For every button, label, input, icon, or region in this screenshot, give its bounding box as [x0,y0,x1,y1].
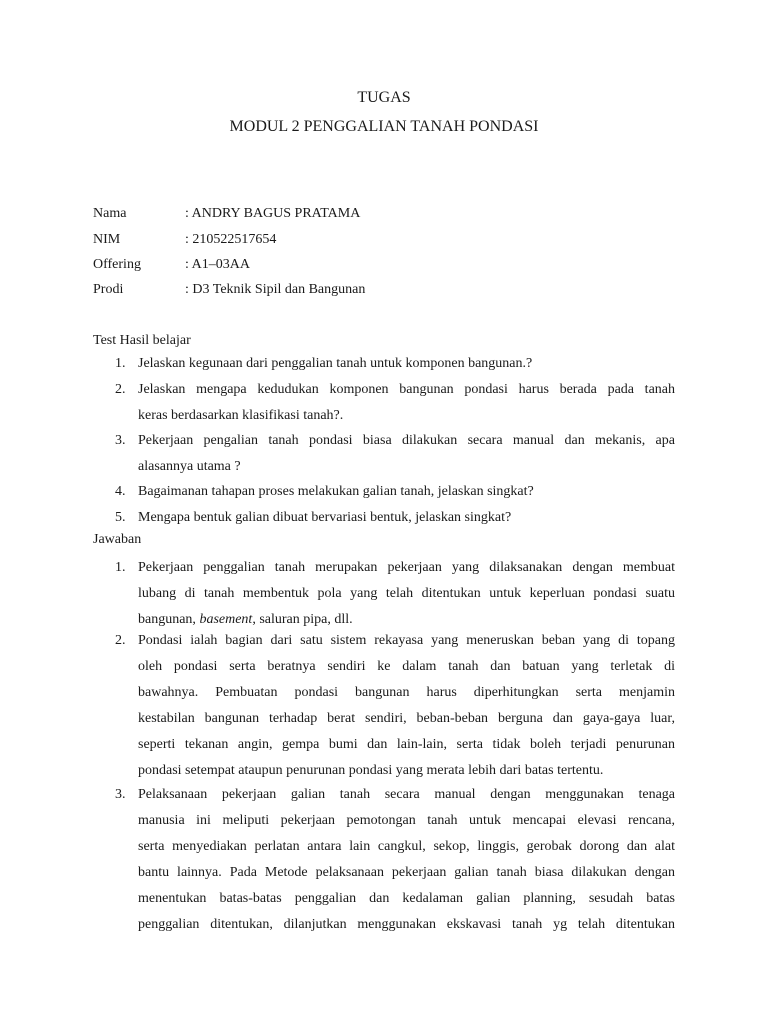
list-number: 1. [115,560,126,575]
answer-text: bangunan, [138,612,200,627]
list-number: 2. [115,382,126,397]
info-label: NIM [93,232,121,247]
question-line: keras berdasarkan klasifikasi tanah?. [138,408,344,423]
question-item-4 [93,479,675,505]
info-label: Prodi [93,282,124,297]
question-item-2 [93,377,675,429]
info-value: : D3 Teknik Sipil dan Bangunan [185,282,366,297]
document-subtitle: MODUL 2 PENGGALIAN TANAH PONDASI [229,118,539,135]
list-number: 5. [115,510,126,525]
info-value: : ANDRY BAGUS PRATAMA [185,206,361,221]
list-number: 4. [115,484,126,499]
list-number: 1. [115,356,126,371]
answer-line: bantu lainnya. Pada Metode pelaksanaan pekerjaan galian tanah biasa dilakukan dengan [138,865,675,880]
answer-line: Pondasi ialah bagian dari satu sistem rekayasa yang meneruskan beban yang di topang [138,633,675,648]
answer-line: Pelaksanaan pekerjaan galian tanah secara manual dengan menggunakan tenaga [138,787,675,802]
answer-line: manusia ini meliputi pekerjaan pemotongan tanah untuk mencapai elevasi rencana, [138,813,675,828]
list-number: 3. [115,787,126,802]
answer-line: bawahnya. Pembuatan pondasi bangunan harus diperhitungkan serta menjamin [138,685,675,700]
answer-text: , saluran pipa, dll. [252,612,353,627]
question-line: Pekerjaan pengalian tanah pondasi biasa dilakukan secara manual dan mekanis, apa [138,433,675,448]
question-line: Jelaskan kegunaan dari penggalian tanah untuk komponen bangunan.? [138,356,533,371]
question-item-5 [93,505,675,531]
question-item-1 [93,351,675,377]
answer-line: oleh pondasi serta beratnya sendiri ke dalam tanah dan batuan yang terletak di [138,659,675,674]
document-title: TUGAS [357,89,411,106]
question-line: Bagaimanan tahapan proses melakukan galian tanah, jelaskan singkat? [138,484,534,499]
list-number: 3. [115,433,126,448]
answer-line: lubang di tanah membentuk pola yang telah ditentukan untuk keperluan pondasi suatu [138,586,675,601]
answer-line: serta menyediakan perlatan antara lain cangkul, sekop, linggis, gerobak dorong dan alat [138,839,675,854]
question-line: Jelaskan mengapa kedudukan komponen bangunan pondasi harus berada pada tanah [138,382,675,397]
answer-line: menentukan batas-batas penggalian dan kedalaman galian planning, sesudah batas [138,891,675,906]
question-item-3 [93,428,675,480]
question-line: Mengapa bentuk galian dibuat bervariasi bentuk, jelaskan singkat? [138,510,512,525]
question-line: alasannya utama ? [138,459,241,474]
answer-item-1 [93,555,675,633]
answer-line: penggalian ditentukan, dilanjutkan menggunakan ekskavasi tanah yg telah ditentukan [138,917,675,932]
questions-heading: Test Hasil belajar [93,333,191,348]
answer-item-3 [93,782,675,938]
info-label: Offering [93,257,141,272]
answers-heading: Jawaban [93,532,142,547]
answer-line: pondasi setempat ataupun penurunan pondasi yang merata lebih dari batas tertentu. [138,763,604,778]
answer-line: Pekerjaan penggalian tanah merupakan pekerjaan yang dilaksanakan dengan membuat [138,560,675,575]
answer-line: kestabilan bangunan terhadap berat sendiri, beban-beban berguna dan gaya-gaya luar, [138,711,675,726]
answer-line: seperti tekanan angin, gempa bumi dan lain-lain, serta tidak boleh terjadi penurunan [138,737,675,752]
list-number: 2. [115,633,126,648]
info-value: : 210522517654 [185,232,277,247]
answer-item-2 [93,628,675,784]
info-value: : A1–03AA [185,257,250,272]
info-label: Nama [93,206,127,221]
italic-term: basement [199,612,253,627]
